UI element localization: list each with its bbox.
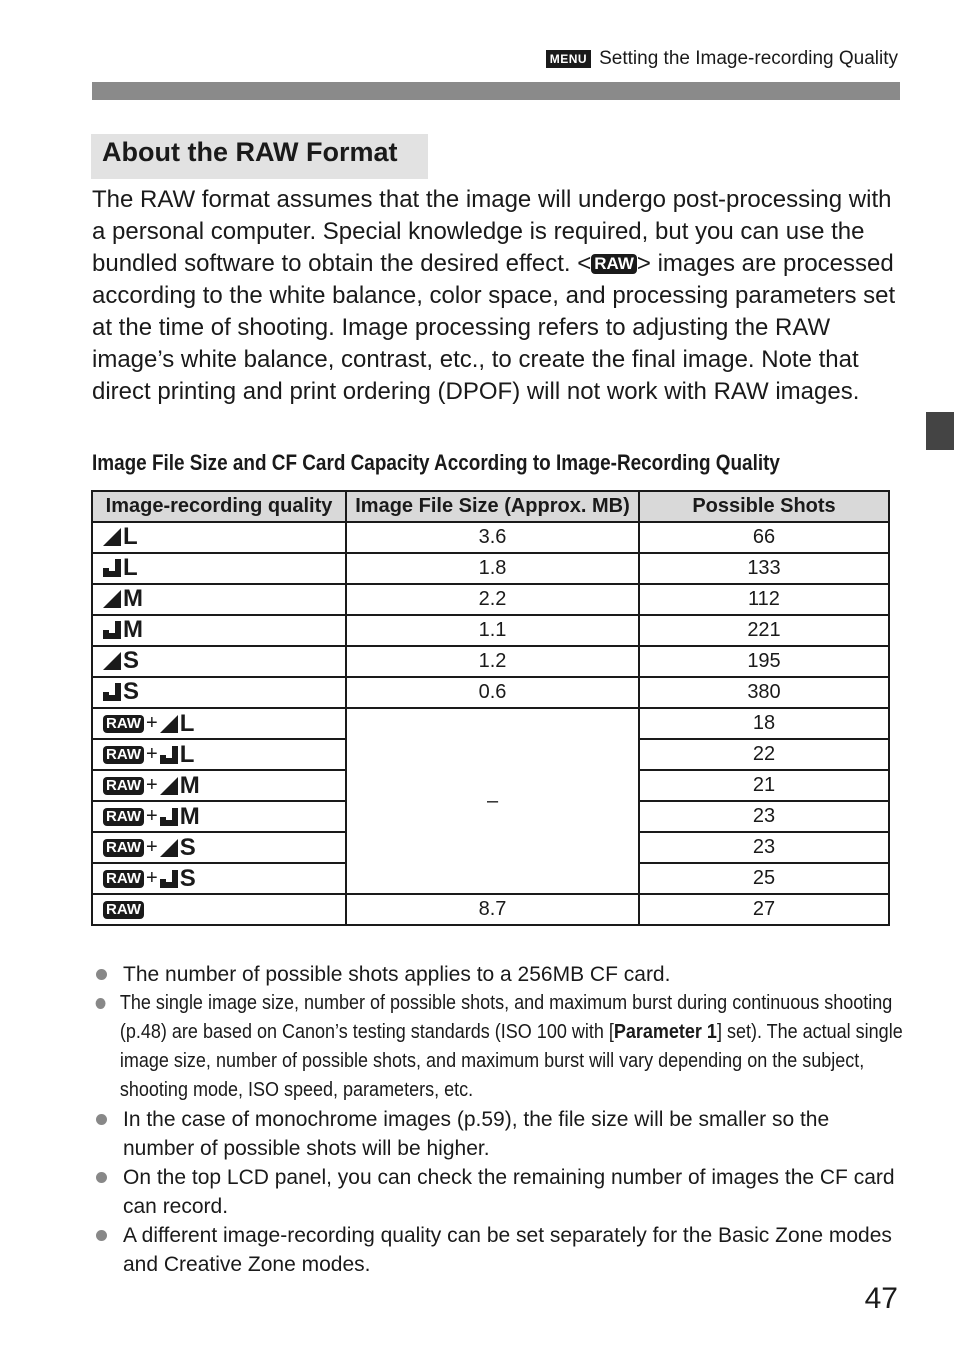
file-size-cell: 2.2 (346, 584, 639, 615)
fine-quality-icon (103, 528, 121, 546)
note-text: In the case of monochrome images (p.59), the file size will be smaller so the number of possible shots will be higher. (123, 1108, 830, 1160)
file-size-cell: 1.8 (346, 553, 639, 584)
raw-icon: RAW (103, 777, 144, 795)
header-title: Setting the Image-recording Quality (599, 48, 898, 69)
quality-cell (92, 553, 346, 584)
file-size-cell: 0.6 (346, 677, 639, 708)
page-number: 47 (864, 1282, 898, 1315)
possible-shots-cell: 133 (639, 553, 889, 584)
fine-quality-icon (160, 839, 178, 857)
note-item (92, 960, 898, 989)
quality-cell (92, 894, 346, 925)
file-size-cell: 3.6 (346, 522, 639, 553)
bullet-icon (96, 1172, 107, 1183)
possible-shots-cell: 25 (639, 863, 889, 894)
size-letter: S (179, 864, 196, 892)
raw-icon: RAW (103, 715, 144, 733)
quality-cell (92, 739, 346, 770)
raw-icon: RAW (103, 901, 144, 919)
table-heading: Image File Size and CF Card Capacity According to Image-Recording Quality (92, 450, 780, 475)
possible-shots-cell: 22 (639, 739, 889, 770)
possible-shots-cell: 23 (639, 832, 889, 863)
table-row (92, 584, 889, 615)
note-text: ] set). The actual single image size, number of possible shots, and maximum burst will vary depending on the subject, shooting mode, ISO speed, parameters, etc. (119, 1021, 903, 1101)
body-text-part1: The RAW format assumes that the image will undergo post-processing with a personal computer. Special knowledge is required, but you can use the bundled software to obtain the desired effect. < (92, 186, 892, 277)
note-item (92, 989, 925, 1105)
plus-sign: + (146, 743, 158, 765)
bullet-icon (96, 998, 106, 1009)
size-letter: S (123, 646, 140, 674)
section-title: About the RAW Format (102, 137, 398, 167)
raw-icon: RAW (103, 808, 144, 826)
table-row (92, 708, 889, 739)
plus-sign: + (146, 712, 158, 734)
raw-icon: RAW (103, 870, 144, 888)
quality-cell (92, 832, 346, 863)
note-bold-text: Parameter 1 (613, 1021, 717, 1043)
raw-icon: RAW (103, 839, 144, 857)
plus-sign: + (146, 805, 158, 827)
note-text: The single image size, number of possible shots, and maximum burst during continuous shooting (p.48) are based on Canon’s testing standards (ISO 100 with [ (119, 992, 893, 1043)
size-letter: S (123, 677, 140, 705)
plus-sign: + (146, 836, 158, 858)
quality-cell (92, 708, 346, 739)
note-text: A different image-recording quality can be set separately for the Basic Zone modes and Creative Zone modes. (123, 1224, 892, 1276)
size-letter: M (123, 615, 143, 643)
table-row (92, 615, 889, 646)
quality-cell (92, 801, 346, 832)
size-letter: M (179, 802, 200, 830)
table-row (92, 646, 889, 677)
plus-sign: + (146, 774, 158, 796)
fine-quality-icon (160, 777, 178, 795)
size-letter: L (123, 522, 138, 550)
normal-quality-icon (103, 621, 121, 639)
plus-sign: + (146, 867, 158, 889)
normal-quality-icon (160, 808, 178, 826)
possible-shots-cell: 112 (639, 584, 889, 615)
header-file-size: Image File Size (Approx. MB) (346, 491, 639, 522)
running-header (546, 48, 898, 70)
possible-shots-cell: 27 (639, 894, 889, 925)
raw-icon: RAW (103, 746, 144, 764)
fine-quality-icon (103, 590, 121, 608)
table-row (92, 894, 889, 925)
table-row (92, 553, 889, 584)
file-size-cell: 1.1 (346, 615, 639, 646)
normal-quality-icon (103, 683, 121, 701)
raw-icon: RAW (591, 254, 637, 274)
table-header-row (92, 491, 889, 522)
file-size-cell: 1.2 (346, 646, 639, 677)
quality-cell (92, 522, 346, 553)
menu-icon: MENU (546, 50, 591, 68)
bullet-icon (96, 969, 107, 980)
note-item (92, 1221, 898, 1279)
bullet-icon (96, 1114, 107, 1125)
body-text-part2: > images are processed according to the white balance, color space, and processing parameters set at the time of shooting. Image processing refers to adjusting the RAW image’s white balance, contrast, etc., to create the final image. Note that direct printing and print ordering (DPOF) will not work with RAW images. (92, 250, 896, 405)
header-possible-shots: Possible Shots (639, 491, 889, 522)
normal-quality-icon (103, 559, 121, 577)
quality-cell (92, 615, 346, 646)
possible-shots-cell: 380 (639, 677, 889, 708)
size-letter: M (123, 584, 143, 612)
quality-cell (92, 646, 346, 677)
header-quality: Image-recording quality (92, 491, 346, 522)
size-letter: M (179, 771, 200, 799)
file-size-merged-cell: – (346, 708, 639, 894)
bullet-icon (96, 1230, 107, 1241)
possible-shots-cell: 23 (639, 801, 889, 832)
size-letter: L (179, 740, 195, 768)
table-row (92, 522, 889, 553)
possible-shots-cell: 21 (639, 770, 889, 801)
note-text: The number of possible shots applies to a 256MB CF card. (123, 963, 671, 986)
note-item (92, 1163, 898, 1221)
normal-quality-icon (160, 870, 178, 888)
quality-cell (92, 584, 346, 615)
size-letter: S (179, 833, 196, 861)
possible-shots-cell: 195 (639, 646, 889, 677)
quality-table (91, 490, 890, 926)
table-row (92, 677, 889, 708)
size-letter: L (123, 553, 138, 581)
notes-list (92, 960, 903, 1279)
quality-cell (92, 677, 346, 708)
fine-quality-icon (160, 715, 178, 733)
possible-shots-cell: 221 (639, 615, 889, 646)
possible-shots-cell: 66 (639, 522, 889, 553)
quality-cell (92, 863, 346, 894)
fine-quality-icon (103, 652, 121, 670)
file-size-cell: 8.7 (346, 894, 639, 925)
quality-cell (92, 770, 346, 801)
note-text: On the top LCD panel, you can check the remaining number of images the CF card can record. (123, 1166, 895, 1218)
normal-quality-icon (160, 746, 178, 764)
possible-shots-cell: 18 (639, 708, 889, 739)
header-rule (92, 82, 900, 100)
body-paragraph (92, 184, 900, 408)
chapter-tab (926, 412, 954, 450)
note-item (92, 1105, 898, 1163)
size-letter: L (179, 709, 195, 737)
